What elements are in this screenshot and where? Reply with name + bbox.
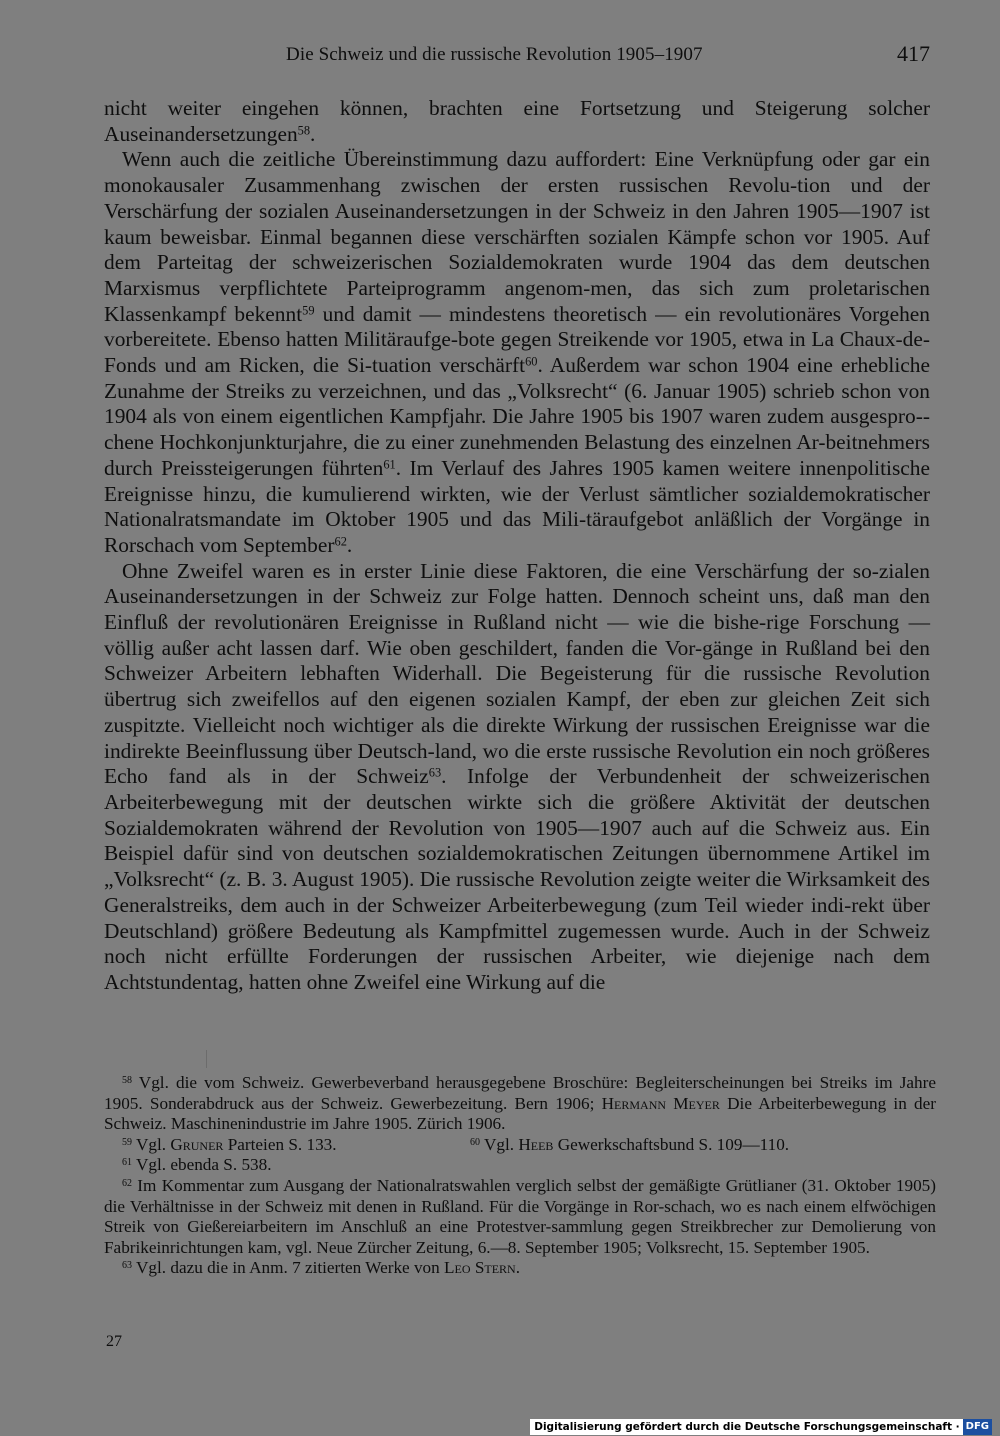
footnotes bbox=[104, 1073, 936, 1279]
paragraph-2: Wenn auch die zeitliche Übereinstimmung dazu auffordert: Eine Verknüpfung oder gar ein monokausaler Zusammenhang zwischen der ersten russischen Revolu-tion und der Verschärfung der sozialen Auseinandersetzungen in der Schweiz in den Jahren 1905—1907 ist kaum beweisbar. Einmal begannen diese verschärften sozialen Kämpfe schon vor 1905. Auf dem Parteitag der schweizerischen Sozialdemokraten wurde 1904 das dem deutschen Marxismus verpflichtete Parteiprogramm angenom-men, das sich zum proletarischen Klassenkampf bekennt$^{59}$ und damit — mindestens theoretisch — ein revolutionäres Vorgehen vorbereitete. Ebenso hatten Militäraufge-bote gegen Streikende vor 1905, etwa in La Chaux-de-Fonds und am Ricken, die Si-tuation verschärft$^{60}$. Außerdem war schon 1904 eine erhebliche Zunahme der Streiks zu verzeichnen, und das „Volksrecht“ (6. Januar 1905) schrieb schon von 1904 als von einem eigentlichen Kampfjahr. Die Jahre 1905 bis 1907 waren zudem ausgespro-chene Hochkonjunkturjahre, die zu einer zunehmenden Belastung des einzelnen Ar-beitnehmers durch Preissteigerungen führten$^{61}$. Im Verlauf des Jahres 1905 kamen weitere innenpolitische Ereignisse hinzu, die kumulierend wirkten, wie der Verlust sämtlicher sozialdemokratischer Nationalratsmandate im Oktober 1905 und das Mili-täraufgebot anläßlich der Vorgänge in Rorschach vom September$^{62}$. bbox=[104, 147, 930, 557]
page-number: 417 bbox=[897, 41, 930, 66]
digitization-credit bbox=[530, 1419, 992, 1435]
paragraph-3: Ohne Zweifel waren es in erster Linie diese Faktoren, die eine Verschärfung der so-zialen Auseinandersetzungen in der Schweiz zur Folge hatten. Dennoch scheint uns, daß man den Einfluß der revolutionären Ereignisse in Rußland nicht — wie die bishe-rige Forschung — völlig außer acht lassen darf. Wie oben geschildert, fanden die Vor-gänge in Rußland bei den Schweizer Arbeitern lebhaften Widerhall. Die Begeisterung für die russische Revolution übertrug sich zweifellos auf den eigenen sozialen Kampf, der eben zur gleichen Zeit sich zuspitzte. Vielleicht noch wichtiger als die direkte Wirkung der russischen Ereignisse war die indirekte Beeinflussung über Deutsch-land, wo die erste russische Revolution ein noch größeres Echo fand als in der Schweiz$^{63}$. Infolge der Verbundenheit der schweizerischen Arbeiterbewegung mit der deutschen wirkte sich die größere Aktivität der deutschen Sozialdemokraten während der Revolution von 1905—1907 auch auf die Schweiz aus. Ein Beispiel dafür sind von deutschen sozialdemokratischen Zeitungen übernommene Artikel im „Volksrecht“ (z. B. 3. August 1905). Die russische Revolution zeigte weiter die Wirksamkeit des Generalstreiks, dem auch in der Schweizer Arbeiterbewegung (zum Teil wieder indi-rekt über Deutschland) größere Bedeutung als Kampfmittel zugemessen wurde. Auch in der Schweiz noch nicht erfüllte Forderungen der russischen Arbeiter, wie diejenige nach dem Achtstundentag, hatten ohne Zweifel eine Wirkung auf die bbox=[104, 558, 930, 994]
footnote-ref-60[interactable]: 60 bbox=[525, 354, 538, 369]
footnote-58: $^{58}$ Vgl. die vom Schweiz. Gewerbeverband herausgegebene Broschüre: Begleiterscheinungen bei Streiks im Jahre 1905. Sonderabdruck aus der Schweiz. Gewerbezeitung. Bern 1906; Hermann Meyer Die Arbeiterbewegung in der Schweiz. Maschinenindustrie im Jahre 1905. Zürich 1906. bbox=[104, 1073, 936, 1134]
footnote-ref-62[interactable]: 62 bbox=[334, 534, 347, 549]
dfg-logo-icon: DFG bbox=[963, 1419, 992, 1435]
footnote-ref-63[interactable]: 63 bbox=[428, 765, 442, 780]
main-text bbox=[104, 96, 930, 996]
footnote-62: $^{62}$ Im Kommentar zum Ausgang der Nationalratswahlen verglich selbst der gemäßigte Grütlianer (31. Oktober 1905) die Verhältnisse in der Schweiz mit denen in Rußland. Für die Vorgänge in Ror-schach, wo es nach einem elfwöchigen Streik von Gießereiarbeitern im Anschluß an eine Protestver-sammlung gegen Streikbrecher zur Demolierung von Fabrikeinrichtungen kam, vgl. Neue Zürcher Zeitung, 6.—8. September 1905; Volksrecht, 15. September 1905. bbox=[104, 1175, 937, 1257]
footnote-61: $^{61}$ Vgl. ebenda S. 538. bbox=[122, 1155, 272, 1175]
footnote-59: $^{59}$ Vgl. Gruner Parteien S. 133. bbox=[122, 1134, 337, 1154]
running-header bbox=[100, 40, 930, 72]
footnote-63: $^{63}$ Vgl. dazu die in Anm. 7 zitierten Werke von Leo Stern. bbox=[122, 1258, 521, 1278]
credit-text: Digitalisierung gefördert durch die Deutsche Forschungsgemeinschaft · bbox=[534, 1421, 960, 1433]
running-title: Die Schweiz und die russische Revolution 1905–1907 bbox=[286, 44, 703, 65]
signature-mark: 27 bbox=[106, 1333, 122, 1350]
footnote-ref-61[interactable]: 61 bbox=[383, 457, 396, 472]
footnote-ref-59[interactable]: 59 bbox=[302, 303, 315, 318]
paragraph-1: nicht weiter eingehen können, brachten eine Fortsetzung und Steigerung solcher Auseinandersetzungen$^{58}$. bbox=[104, 96, 930, 146]
footnote-ref-58[interactable]: 58 bbox=[297, 123, 311, 138]
footnote-60: $^{60}$ Vgl. Heeb Gewerkschaftsbund S. 109—110. bbox=[470, 1134, 790, 1154]
column-mark bbox=[206, 1050, 207, 1068]
author-name: Hermann Meyer bbox=[601, 1093, 720, 1113]
footnotes-59-60 bbox=[104, 1135, 936, 1156]
